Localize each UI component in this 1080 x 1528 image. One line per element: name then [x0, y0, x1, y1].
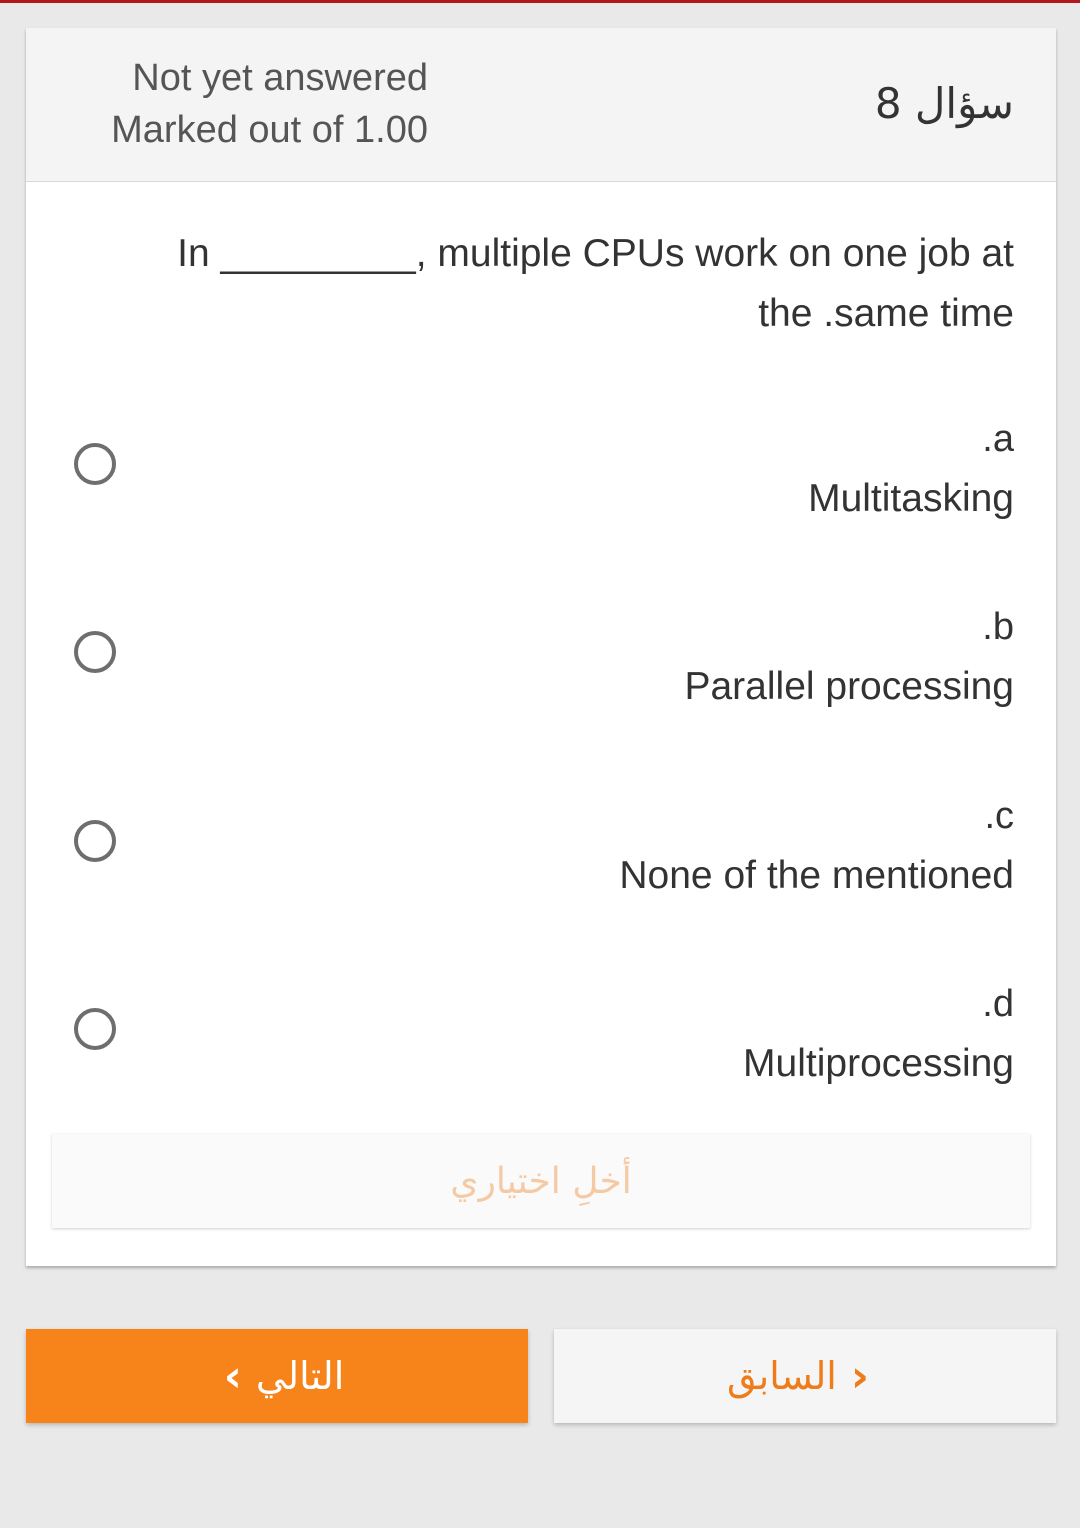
question-text: In _________, multiple CPUs work on one job at the .same time — [177, 232, 1014, 335]
option-b[interactable] — [26, 602, 1056, 752]
previous-button[interactable] — [554, 1329, 1056, 1423]
option-letter: .d — [982, 983, 1014, 1025]
question-card — [26, 28, 1056, 1266]
question-number: سؤال 8 — [874, 79, 1014, 128]
question-info-header — [26, 28, 1056, 182]
radio-button-b[interactable] — [74, 631, 116, 673]
chevron-right-icon: › — [850, 1350, 870, 1402]
clear-choice-button[interactable]: أخلِ اختياري — [52, 1134, 1030, 1228]
radio-button-a[interactable] — [74, 443, 116, 485]
question-status — [48, 52, 428, 156]
option-d[interactable] — [26, 979, 1056, 1129]
option-letter: .a — [982, 418, 1014, 460]
next-button-label: التالي — [255, 1354, 345, 1398]
option-label: Multiprocessing — [743, 1042, 1014, 1085]
radio-button-c[interactable] — [74, 820, 116, 862]
option-c[interactable] — [26, 791, 1056, 941]
option-a[interactable] — [26, 414, 1056, 564]
radio-button-d[interactable] — [74, 1008, 116, 1050]
next-button[interactable] — [26, 1329, 528, 1423]
marks-label: Marked out of 1.00 — [111, 109, 428, 151]
option-label: Parallel processing — [684, 665, 1014, 708]
option-label: None of the mentioned — [619, 854, 1014, 897]
previous-button-label: السابق — [726, 1354, 837, 1398]
chevron-left-icon: ‹ — [223, 1350, 242, 1402]
option-letter: .b — [982, 606, 1014, 648]
top-accent-line — [0, 0, 1080, 3]
option-letter: .c — [984, 795, 1014, 837]
answer-state: Not yet answered — [132, 57, 428, 99]
option-label: Multitasking — [808, 477, 1014, 520]
